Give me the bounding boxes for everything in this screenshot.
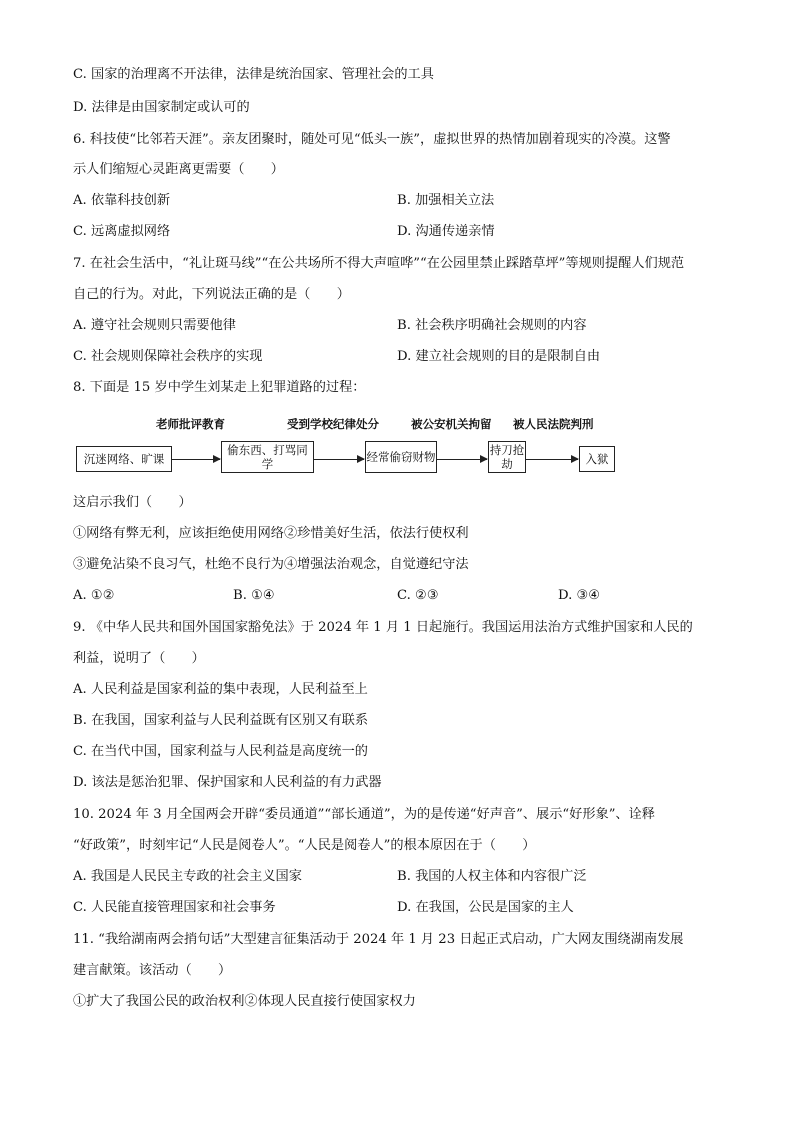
flow-label-4: 被人民法院判刑 — [513, 417, 594, 431]
question-7-stem-line2: 自己的行为。对此，下列说法正确的是（ ） — [73, 287, 350, 302]
question-7-option-a: A. 遵守社会规则只需要他律 — [73, 318, 236, 333]
question-9-option-c: C. 在当代中国，国家利益与人民利益是高度统一的 — [73, 744, 368, 759]
question-8-stem: 8. 下面是 15 岁中学生刘某走上犯罪道路的过程： — [73, 380, 366, 395]
question-7-option-d: D. 建立社会规则的目的是限制自由 — [397, 349, 601, 364]
question-8-statements-2: ③避免沾染不良习气，杜绝不良行为④增强法治观念，自觉遵纪守法 — [73, 557, 469, 572]
question-7-option-b: B. 社会秩序明确社会规则的内容 — [397, 318, 587, 333]
question-6-option-c: C. 远离虚拟网络 — [73, 224, 171, 239]
question-10-option-c: C. 人民能直接管理国家和社会事务 — [73, 900, 276, 915]
question-10-option-a: A. 我国是人民民主专政的社会主义国家 — [73, 869, 302, 884]
flow-arrow-4 — [526, 459, 578, 460]
question-6-stem-line1: 6. 科技使“比邻若天涯”。亲友团聚时，随处可见“低头一族”，虚拟世界的热情加剧着现实的冷漠。这警 — [73, 132, 671, 147]
question-8-option-c: C. ②③ — [397, 588, 439, 603]
flow-label-2: 受到学校纪律处分 — [287, 417, 379, 431]
question-6-option-a: A. 依靠科技创新 — [73, 193, 171, 208]
flow-box-1: 沉迷网络、旷课 — [76, 446, 172, 472]
question-10-option-d: D. 在我国，公民是国家的主人 — [397, 900, 574, 915]
question-10-stem-line2: “好政策”，时刻牢记“人民是阅卷人”。“人民是阅卷人”的根本原因在于（ ） — [73, 838, 536, 853]
question-6-option-d: D. 沟通传递亲情 — [397, 224, 495, 239]
flow-label-1: 老师批评教育 — [156, 417, 225, 431]
question-11-stem-line1: 11. “我给湖南两会捎句话”大型建言征集活动于 2024 年 1 月 23 日起正式启动，广大网友围绕湖南发展 — [73, 932, 684, 947]
question-10-stem-line1: 10. 2024 年 3 月全国两会开辟“委员通道”“部长通道”，为的是传递“好声音”、展示“好形象”、诠释 — [73, 807, 655, 822]
question-11-stem-line2: 建言献策。该活动（ ） — [73, 963, 232, 978]
question-11-statements-1: ①扩大了我国公民的政治权利②体现人民直接行使国家权力 — [73, 994, 416, 1009]
flow-arrow-2 — [314, 459, 364, 460]
question-10-option-b: B. 我国的人权主体和内容很广泛 — [397, 869, 587, 884]
question-7-stem-line1: 7. 在社会生活中，“礼让斑马线”“在公共场所不得大声喧哗”“在公园里禁止踩踏草坪”等规则提醒人们规范 — [73, 256, 685, 271]
flow-box-3: 经常偷窃财物 — [365, 441, 437, 473]
question-5-option-d: D. 法律是由国家制定或认可的 — [73, 100, 250, 115]
question-5-option-c: C. 国家的治理离不开法律，法律是统治国家、管理社会的工具 — [73, 67, 434, 82]
question-8-prompt: 这启示我们（ ） — [73, 495, 192, 510]
question-9-stem-line1: 9. 《中华人民共和国外国国家豁免法》于 2024 年 1 月 1 日起施行。我国运用法治方式维护国家和人民的 — [73, 620, 693, 635]
question-9-option-b: B. 在我国，国家利益与人民利益既有区别又有联系 — [73, 713, 369, 728]
question-8-statements-1: ①网络有弊无利，应该拒绝使用网络②珍惜美好生活，依法行使权利 — [73, 526, 469, 541]
question-7-option-c: C. 社会规则保障社会秩序的实现 — [73, 349, 263, 364]
question-8-option-d: D. ③④ — [558, 588, 601, 603]
question-9-stem-line2: 利益，说明了（ ） — [73, 651, 205, 666]
flow-arrow-1 — [172, 459, 220, 460]
flow-arrow-3 — [437, 459, 487, 460]
question-8-option-b: B. ①④ — [233, 588, 275, 603]
question-9-option-d: D. 该法是惩治犯罪、保护国家和人民利益的有力武器 — [73, 775, 382, 790]
question-9-option-a: A. 人民利益是国家利益的集中表现，人民利益至上 — [73, 682, 368, 697]
question-8-option-a: A. ①② — [73, 588, 115, 603]
flow-box-2: 偷东西、打骂同学 — [221, 441, 314, 473]
flow-box-4: 持刀抢劫 — [489, 443, 525, 471]
question-6-option-b: B. 加强相关立法 — [397, 193, 495, 208]
flow-box-5: 入狱 — [579, 446, 615, 472]
flow-label-3: 被公安机关拘留 — [411, 417, 492, 431]
question-6-stem-line2: 示人们缩短心灵距离更需要（ ） — [73, 162, 284, 177]
